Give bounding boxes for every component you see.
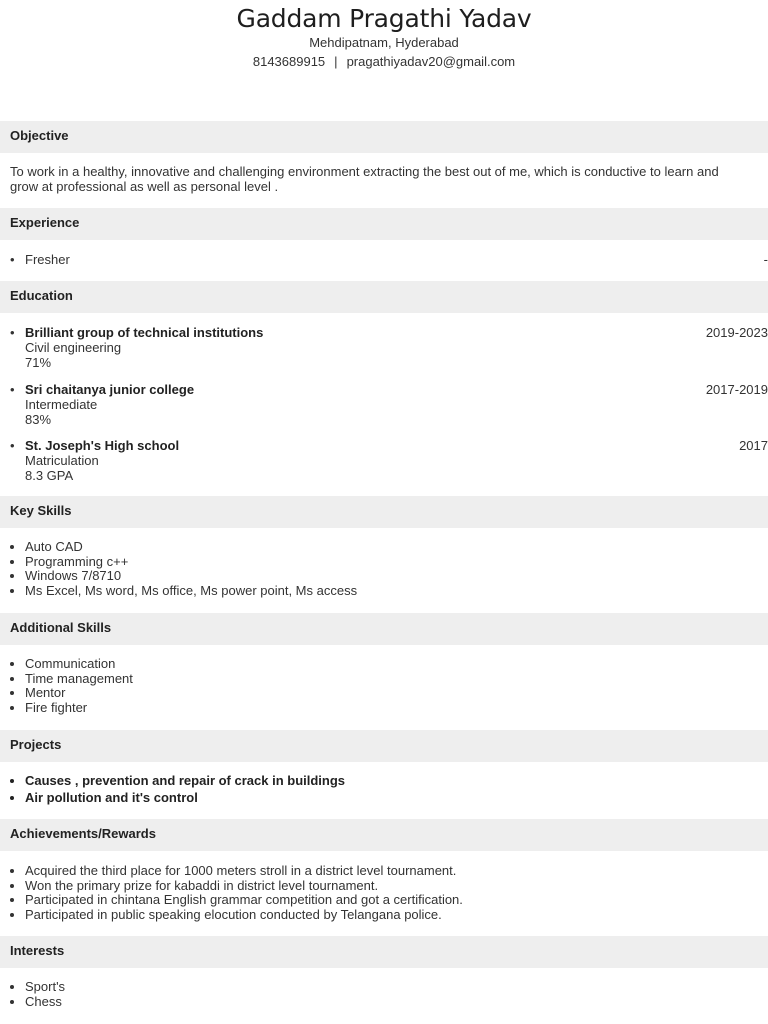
- education-date: 2017-2019: [705, 382, 768, 397]
- interests-list: [0, 980, 768, 1009]
- education-course: Intermediate: [25, 397, 98, 412]
- list-item: • Ms Excel, Ms word, Ms office, Ms power point, Ms access: [25, 584, 768, 599]
- section-header-objective: Objective: [0, 121, 768, 153]
- section-header-projects: Projects: [0, 730, 768, 762]
- bullet: •: [10, 438, 15, 453]
- section-header-experience: Experience: [0, 208, 768, 240]
- additional-skills-list: [0, 657, 768, 715]
- candidate-name: Gaddam Pragathi Yadav: [236, 4, 532, 33]
- list-item: • Causes , prevention and repair of crack in buildings: [25, 773, 768, 790]
- phone-number: 8143689915: [252, 54, 326, 69]
- list-item: • Programming c++: [25, 555, 768, 570]
- key-skills-list: [0, 540, 768, 598]
- list-item: • Mentor: [25, 686, 768, 701]
- education-school: Sri chaitanya junior college: [25, 382, 195, 397]
- section-header-key-skills: Key Skills: [0, 496, 768, 528]
- list-item: • Fire fighter: [25, 701, 768, 716]
- list-item: • Sport's: [25, 980, 768, 995]
- objective-text: To work in a healthy, innovative and challenging environment extracting the best out of me, which is conductive to learn and grow at professional as well as personal level .: [10, 164, 719, 194]
- list-item: • Participated in chintana English grammar competition and got a certification.: [25, 893, 768, 908]
- education-score: 71%: [25, 355, 52, 370]
- education-course: Civil engineering: [25, 340, 122, 355]
- list-item: • Auto CAD: [25, 540, 768, 555]
- education-school: Brilliant group of technical institutions: [25, 325, 264, 340]
- list-item: • Won the primary prize for kabaddi in district level tournament.: [25, 879, 768, 894]
- education-score: 8.3 GPA: [25, 468, 74, 483]
- list-item: • Air pollution and it's control: [25, 790, 768, 807]
- list-item: • Participated in public speaking elocution conducted by Telangana police.: [25, 908, 768, 923]
- email-address: pragathiyadav20@gmail.com: [346, 54, 516, 69]
- education-course: Matriculation: [25, 453, 99, 468]
- contact-separator: |: [334, 54, 338, 69]
- education-score: 83%: [25, 412, 52, 427]
- education-date: 2017: [739, 438, 768, 453]
- list-item: • Windows 7/8710: [25, 569, 768, 584]
- bullet: •: [10, 252, 15, 267]
- projects-list: [0, 773, 768, 806]
- candidate-address: Mehdipatnam, Hyderabad: [309, 35, 459, 50]
- experience-label: Fresher: [25, 252, 70, 267]
- bullet: •: [10, 382, 15, 397]
- list-item: • Time management: [25, 672, 768, 687]
- list-item: • Acquired the third place for 1000 meters stroll in a district level tournament.: [25, 864, 768, 879]
- education-date: 2019-2023: [705, 325, 768, 340]
- section-header-achievements: Achievements/Rewards: [0, 819, 768, 851]
- section-header-additional-skills: Additional Skills: [0, 613, 768, 645]
- bullet: •: [10, 325, 15, 340]
- section-header-interests: Interests: [0, 936, 768, 968]
- section-header-education: Education: [0, 281, 768, 313]
- contact-line: [0, 54, 768, 69]
- list-item: • Communication: [25, 657, 768, 672]
- list-item: • Chess: [25, 995, 768, 1010]
- achievements-list: [0, 864, 768, 922]
- education-school: St. Joseph's High school: [25, 438, 180, 453]
- experience-date: -: [763, 252, 768, 267]
